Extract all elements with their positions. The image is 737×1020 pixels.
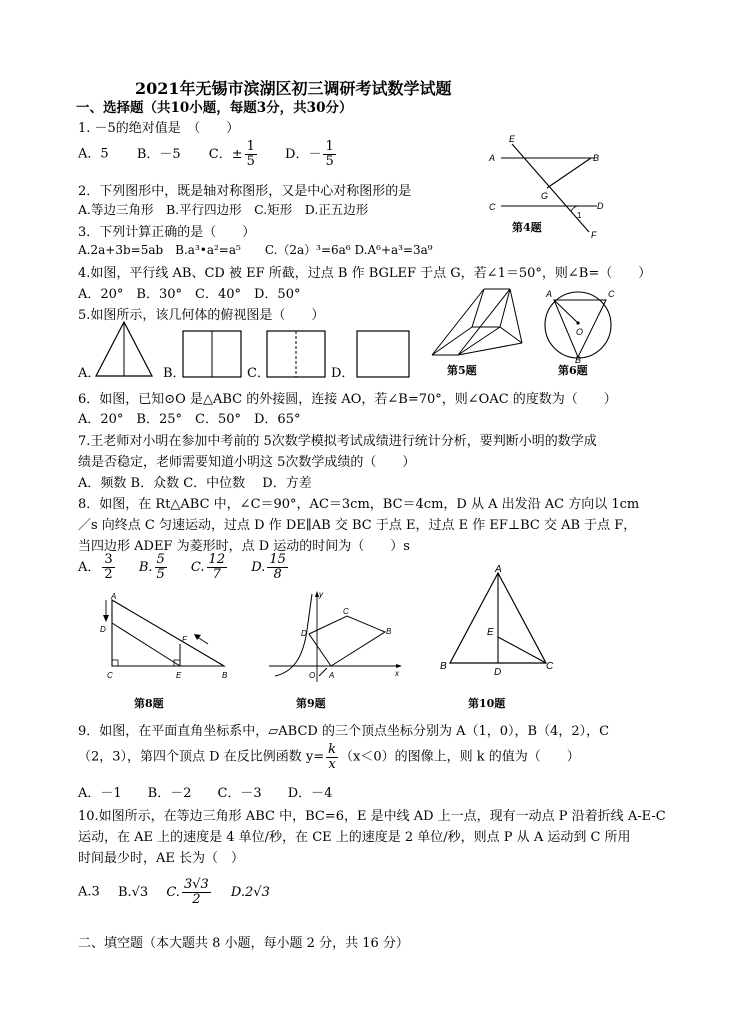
label-b: B	[593, 153, 600, 163]
section-choice-heading: 一、选择题（共10小题，每题3分，共30分）	[76, 100, 353, 116]
label-f: F	[182, 635, 187, 644]
question-1-options	[78, 140, 338, 168]
question-8-options	[78, 553, 290, 581]
label-y: y	[319, 590, 323, 599]
option-c: C. $\frac{3√3}{2}$	[166, 877, 209, 907]
label-e: E	[509, 134, 516, 144]
question-2-stem: 2．下列图形中，既是轴对称图形，又是中心对称图形的是	[78, 184, 412, 199]
label-a: A	[111, 592, 117, 601]
label-d: D	[597, 201, 604, 211]
label-a: A	[546, 289, 553, 299]
option-b-label: B．	[163, 366, 186, 381]
label-d: D	[494, 667, 502, 677]
figure-9-caption: 第9题	[296, 697, 326, 710]
figure-8-caption: 第8题	[134, 697, 164, 710]
label-a: A	[489, 153, 496, 163]
question-8-line3: 当四边形 ADEF 为菱形时，点 D 运动的时间为（ ）s	[78, 539, 410, 554]
figure-4-caption: 第4题	[512, 221, 542, 234]
question-8-line2: ／s 向终点 C 匀速运动，过点 D 作 DE∥AB 交 BC 于点 E，过点 E 作 EF⊥BC 交 AB 于点 F，	[78, 518, 637, 533]
question-1-stem: 1. －5的绝对值是 （ ）	[78, 121, 240, 136]
label-c: C	[107, 671, 113, 680]
question-6-options: A．20° B．25° C．50° D．65°	[78, 412, 301, 427]
label-f: F	[591, 230, 597, 240]
option-d-label: D．	[331, 366, 355, 381]
question-10-line1: 10.如图所示，在等边三角形 ABC 中，BC=6，E 是中线 AD 上一点，现有一动点 P 沿着折线 A-E-C	[78, 809, 666, 824]
question-9-line2: （2，3），第四个顶点 D 在反比例函数 y= $\frac{k}{x}$ （x＜0）的图像上，则 k 的值为（ ）	[78, 742, 580, 772]
option-c-shape	[266, 330, 326, 378]
option-a-label: A．	[78, 366, 101, 381]
figure-9	[265, 588, 405, 686]
label-c: C	[546, 661, 554, 672]
question-7-options: A．频数 B．众数 C．中位数 D．方差	[78, 476, 312, 491]
question-7-line1: 7.王老师对小明在参加中考前的 5次数学模拟考试成绩进行统计分析，要判断小明的数学成	[78, 434, 597, 449]
option-c-label: C．	[247, 366, 270, 381]
option-b: B. $\frac{5}{5}$	[138, 552, 165, 582]
option-c: C．± $\frac{1}{5}$	[208, 139, 255, 169]
figure-8	[98, 592, 234, 684]
option-d: D.2√3	[230, 884, 270, 900]
label-c: C	[343, 607, 349, 616]
question-7-line2: 绩是否稳定，老师需要知道小明这 5次数学成绩的（ ）	[78, 455, 416, 470]
label-e: E	[487, 627, 494, 638]
question-8-line1: 8．如图，在 Rt△ABC 中，∠C＝90°，AC＝3cm，BC＝4cm，D 从 A 出发沿 AC 方向以 1cm	[78, 497, 640, 512]
question-4-options: A．20° B．30° C．40° D．50°	[78, 287, 301, 302]
question-9-line1: 9．如图，在平面直角坐标系中，▱ABCD 的三个顶点坐标分别为 A（1，0），B（4，2），C	[78, 724, 610, 739]
label-o: O	[576, 327, 584, 337]
label-g: G	[541, 191, 549, 201]
label-c: C	[608, 289, 615, 299]
option-b: B．－5	[136, 146, 181, 162]
page-title: 2021年无锡市滨湖区初三调研考试数学试题	[135, 79, 452, 98]
question-2-options: A.等边三角形 B.平行四边形 C.矩形 D.正五边形	[78, 202, 369, 217]
label-b: B	[222, 671, 228, 680]
option-a-shape	[94, 320, 154, 378]
label-1: 1	[577, 211, 582, 220]
line-bg	[547, 158, 591, 188]
label-e: E	[176, 671, 182, 680]
option-b-shape	[182, 330, 242, 378]
section-fill-heading: 二、填空题（本大题共 8 小题，每小题 2 分，共 16 分）	[78, 936, 409, 951]
question-5-stem: 5.如图所示，该几何体的俯视图是（ ）	[78, 308, 325, 323]
figure-10	[438, 565, 562, 677]
question-9-options: A．－1 B．－2 C．－3 D．－4	[78, 786, 333, 801]
question-10-options	[78, 878, 270, 906]
label-b: B	[440, 661, 447, 672]
option-a: A． $\frac{3}{2}$	[78, 552, 113, 582]
label-c: C	[489, 202, 496, 212]
question-6-stem: 6．如图，已知⊙O 是△ABC 的外接圆，连接 AO，若∠B=70°，则∠OAC 的度数为（ ）	[78, 392, 617, 407]
label-b: B	[575, 355, 582, 363]
option-a: A.3	[78, 884, 100, 900]
figure-6-caption: 第6题	[558, 364, 588, 377]
option-a: A．5	[78, 146, 109, 162]
figure-5-prism	[428, 287, 526, 359]
question-10-line3: 时间最少时，AE 长为（ ）	[78, 851, 245, 866]
label-a: A	[495, 565, 502, 575]
label-d: D	[301, 629, 307, 638]
label-o: O	[309, 671, 316, 680]
question-4-stem: 4.如图，平行线 AB、CD 被 EF 所截，过点 B 作 BGLEF 于点 G，若∠1＝50°，则∠B=（ ）	[78, 266, 652, 281]
option-d: D. $\frac{15}{8}$	[251, 552, 286, 582]
option-d: D．－ $\frac{1}{5}$	[285, 139, 334, 169]
label-a: A	[329, 671, 335, 680]
figure-10-caption: 第10题	[468, 697, 506, 710]
figure-6	[540, 287, 616, 363]
question-10-line2: 运动，在 AE 上的速度是 4 单位/秒，在 CE 上的速度是 2 单位/秒，则点 P 从 A 运动到 C 所用	[78, 830, 631, 845]
figure-4	[485, 132, 625, 244]
label-b: B	[386, 627, 392, 636]
option-b: B.√3	[117, 884, 149, 900]
option-c: C. $\frac{12}{7}$	[190, 552, 226, 582]
question-3-stem: 3．下列计算正确的是（ ）	[78, 225, 256, 240]
label-d: D	[100, 625, 106, 634]
option-d-shape	[356, 330, 410, 378]
label-x: x	[395, 669, 399, 678]
figure-5-caption: 第5题	[447, 364, 477, 377]
question-3-options: A.2a+3b=5ab B.a³•a²=a⁵ C.（2a）³=6a⁶ D.A⁶+a³=3a⁹	[78, 243, 433, 257]
